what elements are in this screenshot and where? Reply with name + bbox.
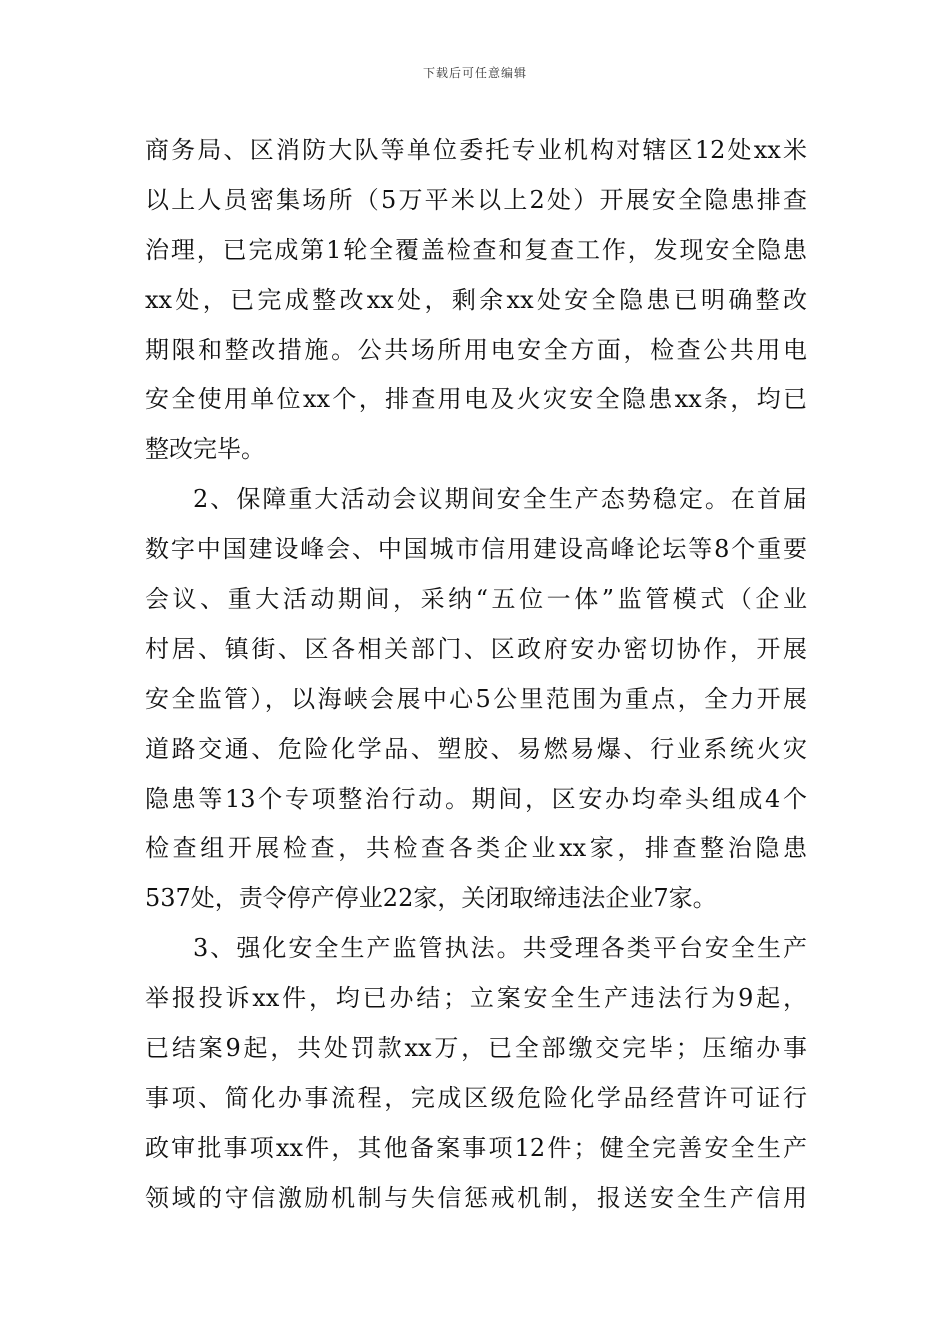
text-line: 政审批事项xx件，其他备案事项12件；健全完善安全生产	[145, 1133, 807, 1162]
text-line: 537处，责令停产停业22家，关闭取缔违法企业7家。	[145, 884, 717, 913]
text-line: 已结案9起，共处罚款xx万，已全部缴交完毕；压缩办事	[145, 1034, 807, 1063]
text-line: 数字中国建设峰会、中国城市信用建设高峰论坛等8个重要	[145, 535, 807, 564]
text-line: 安全监管），以海峡会展中心5公里范围为重点，全力开展	[145, 684, 807, 713]
text-line: 检查组开展检查，共检查各类企业xx家，排查整治隐患	[145, 834, 807, 863]
text-line: 期限和整改措施。公共场所用电安全方面，检查公共用电	[145, 335, 807, 364]
text-line: 2、保障重大活动会议期间安全生产态势稳定。在首届	[193, 485, 807, 514]
text-line: 3、强化安全生产监管执法。共受理各类平台安全生产	[193, 934, 807, 963]
paragraph-3	[145, 924, 807, 1223]
text-line: 领域的守信激励机制与失信惩戒机制，报送安全生产信用	[145, 1183, 807, 1212]
text-line: 事项、简化办事流程，完成区级危险化学品经营许可证行	[145, 1083, 807, 1112]
text-line: xx处，已完成整改xx处，剩余xx处安全隐患已明确整改	[145, 285, 807, 314]
text-line: 治理，已完成第1轮全覆盖检查和复查工作，发现安全隐患	[145, 235, 807, 264]
text-line: 会议、重大活动期间，采纳“五位一体”监管模式（企业	[145, 585, 807, 614]
paragraph-1	[145, 126, 807, 475]
text-line: 整改完毕。	[145, 435, 265, 464]
text-line: 道路交通、危险化学品、塑胶、易燃易爆、行业系统火灾	[145, 734, 807, 763]
text-line: 安全使用单位xx个，排查用电及火灾安全隐患xx条，均已	[145, 385, 807, 414]
text-line: 举报投诉xx件，均已办结；立案安全生产违法行为9起，	[145, 984, 807, 1013]
text-line: 村居、镇街、区各相关部门、区政府安办密切协作，开展	[145, 634, 807, 663]
text-line: 商务局、区消防大队等单位委托专业机构对辖区12处xx米	[145, 136, 807, 164]
text-line: 隐患等13个专项整治行动。期间，区安办均牵头组成4个	[145, 784, 807, 813]
document-body	[145, 126, 807, 1224]
page-header-note: 下载后可任意编辑	[422, 66, 527, 80]
text-line: 以上人员密集场所（5万平米以上2处）开展安全隐患排查	[145, 185, 807, 214]
paragraph-2	[145, 475, 807, 924]
